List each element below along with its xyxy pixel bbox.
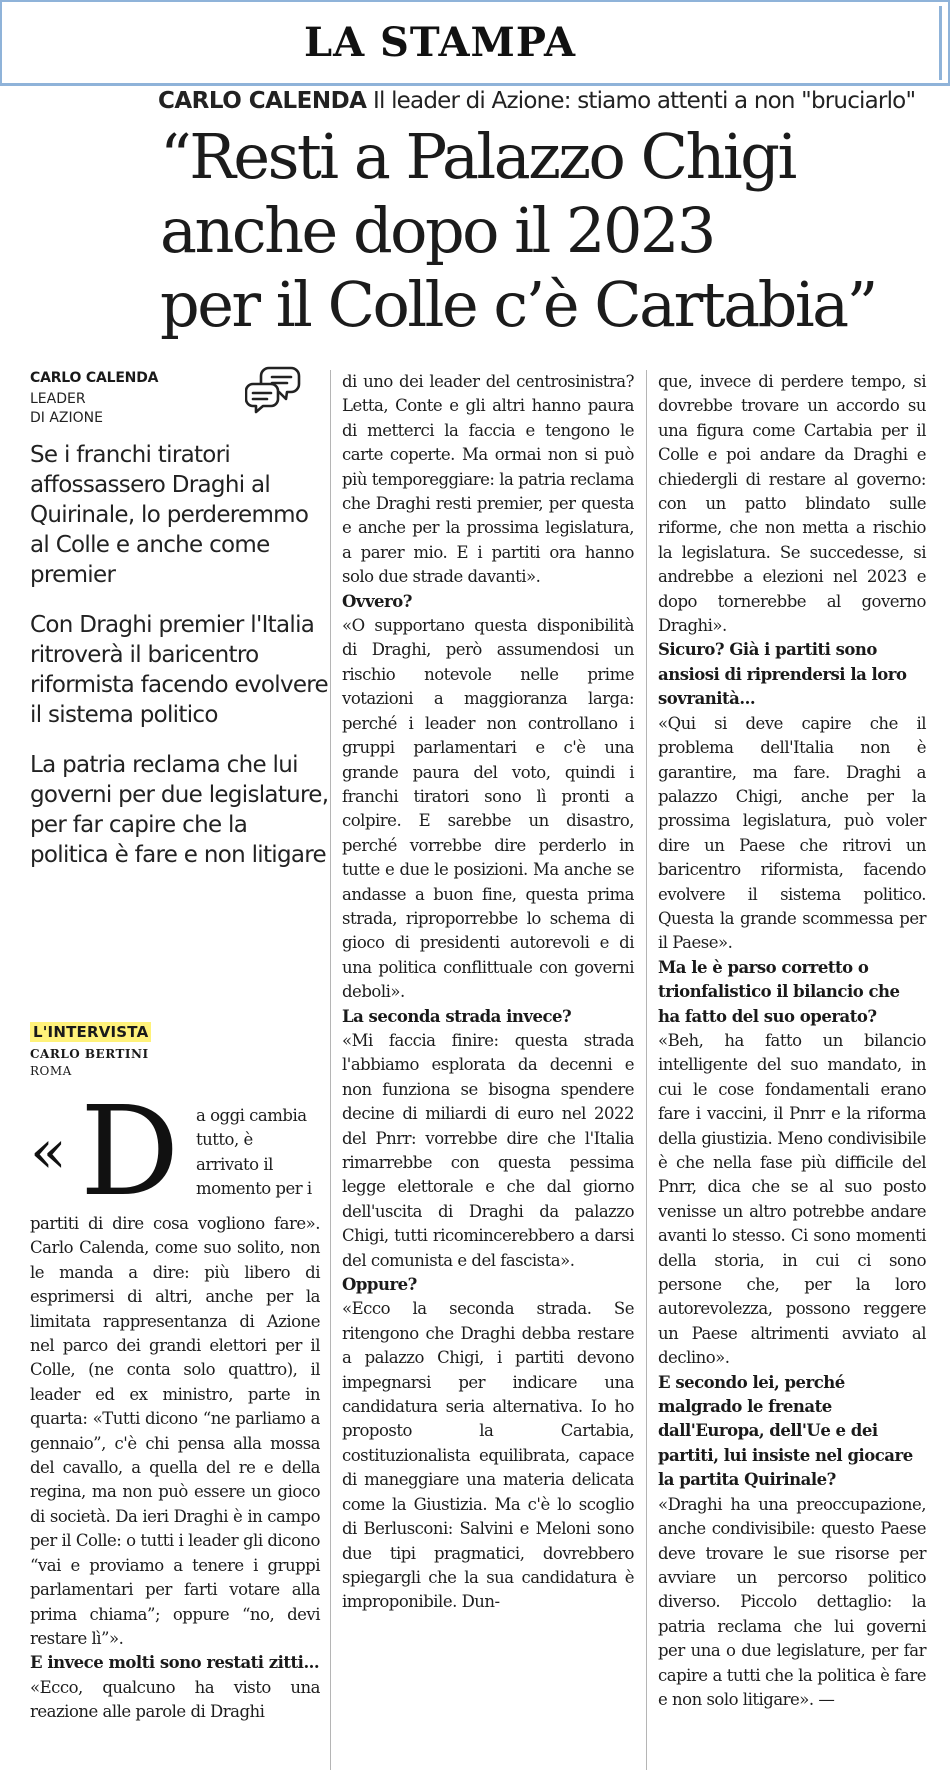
dropcap-first-text: a oggi cambia tutto, è arrivato il momento per i xyxy=(196,1106,312,1199)
headline-line-1: “Resti a Palazzo Chigi xyxy=(160,120,795,193)
kicker-text: Il leader di Azione: stiamo attenti a non "bruciarlo" xyxy=(366,88,916,114)
paragraph: que, invece di perdere tempo, si dovrebbe trovare un accordo su una figura come Cartabia per il Colle e poi andare da Draghi e chiedergli di restare al governo: con un patto blindato sulle riforme, che non metta a rischio la legislatura. Se succedesse, si andrebbe a elezioni nel 2023 e dopo tornerebbe al governo Draghi». xyxy=(658,372,926,636)
dropcap-guillemet: « xyxy=(30,1117,67,1187)
paragraph: «Beh, ha fatto un bilancio intelligente del suo mandato, in cui le cose fondamentali erano fare i vaccini, il Pnrr e la riforma della giustizia. Meno condivisibile è che nella fase più difficile del Pnrr, dica che se al suo posto venisse un altro potrebbe andare avanti lo stesso. Ci sono momenti della storia, in cui ci sono persone che, per la loro autorevolezza, possono reggere un Paese altrimenti avviato al declino». xyxy=(658,1030,926,1368)
paragraph: di uno dei leader del centrosinistra? Letta, Conte e gli altri hanno paura di metterci la faccia e tengono le carte coperte. Ma ormai non si può più temporeggiare: la patria reclama che Draghi resti premier, per questa e anche per la prossima legislatura, a parer mio. E i partiti ora hanno solo due strade davanti». xyxy=(342,372,634,587)
paragraph: «Qui si deve capire che il problema dell'Italia non è garantire, ma fare. Draghi a palazzo Chigi, anche per la prossima legislatura, può voler dire un Paese che ritrovi un baricentro riformista, facendo evolvere il sistema politico. Questa la grande scommessa per il Paese». xyxy=(658,713,926,953)
pullquote: La patria reclama che lui governi per due legislature, per far capire che la politica è fare e non litigare xyxy=(30,752,329,868)
article-column-3 xyxy=(658,370,926,1712)
headline-line-2: anche dopo il 2023 xyxy=(160,194,714,267)
speech-bubbles-icon xyxy=(245,362,301,414)
paragraph: «Draghi ha una preoccupazione, anche condivisibile: questo Paese deve trovare le sue risorse per avviare un percorso politico diverso. Piccolo dettaglio: la patria reclama che lui governi per una o due legislature, per far capire a tutti che la politica è fare e non solo litigare». — xyxy=(658,1494,926,1709)
dropcap-letter: D xyxy=(80,1080,180,1224)
paragraph: «Ecco la seconda strada. Se ritengono che Draghi debba restare a palazzo Chigi, i partiti devono impegnarsi per indicare una candidatura seria alternativa. Io ho proposto la Cartabia, costituzionalista equilibrata, capace di maneggiare una materia delicata come la Giustizia. Ma c'è lo scoglio di Berlusconi: Salvini e Meloni sono due tipi pragmatici, dovrebbero spiegargli che la sua candidatura è improponibile. Dun- xyxy=(342,1299,634,1612)
frame-rule xyxy=(939,6,942,80)
paragraph: «Ecco, qualcuno ha visto una reazione alle parole di Draghi xyxy=(30,1677,320,1722)
headline-line-3: per il Colle c’è Cartabia” xyxy=(160,268,876,341)
question: E secondo lei, perché malgrado le frenate dall'Europa, dell'Ue e dei partiti, lui insiste nel giocare la partita Quirinale? xyxy=(658,1372,913,1490)
article-column-1 xyxy=(30,1212,320,1725)
pullquote: Se i franchi tiratori affossassero Draghi al Quirinale, lo perderemmo al Colle e anche come premier xyxy=(30,442,309,588)
pullquote: Con Draghi premier l'Italia ritroverà il baricentro riformista facendo evolvere il sistema politico xyxy=(30,612,329,728)
paragraph: «O supportano questa disponibilità di Draghi, però assumendosi un rischio notevole nelle prime votazioni a maggioranza larga: perché i leader non controllano i gruppi parlamentari e c'è una grande paura del voto, quindi i franchi tiratori sono lì pronti a colpire. E sarebbe un disastro, perché vorrebbe dire perderlo in tutte e due le posizioni. Ma anche se andasse a buon fine, questa prima strada, riproporrebbe lo schema di gioco di presidenti autorevoli e di una politica conflittuale con governi deboli». xyxy=(342,616,634,1002)
question: Sicuro? Già i partiti sono ansiosi di riprendersi la loro sovranità... xyxy=(658,640,907,709)
question: Ma le è parso corretto o trionfalistico il bilancio che ha fatto del suo operato? xyxy=(658,957,900,1026)
byline xyxy=(30,370,318,428)
question: Ovvero? xyxy=(342,591,412,611)
byline-role-line: LEADER xyxy=(30,391,86,407)
pullquotes xyxy=(30,440,330,890)
masthead xyxy=(0,0,950,86)
question: E invece molti sono restati zitti... xyxy=(30,1653,320,1673)
dateline-place: ROMA xyxy=(30,1064,72,1078)
article-column-2 xyxy=(342,370,634,1615)
paragraph: partiti di dire cosa vogliono fare». Carlo Calenda, come suo solito, non le manda a dire: più libero di esprimersi di altri, anche per la limitata rappresentanza di Azione nel parco dei grandi elettori per il Colle, (ne conta solo quattro), il leader ed ex ministro, parte in quarta: «Tutti dicono “ne parliamo a gennaio”, c'è chi pensa alla mossa del cavallo, a quella del re e della regina, ma non può essere un gioco di società. Da ieri Draghi è in campo per il Colle: o tutti i leader gli dicono “vai e proviamo a tenere i gruppi parlamentari per farti votare alla prima chiama”; oppure “no, devi restare lì”». xyxy=(30,1214,320,1648)
headline xyxy=(160,120,920,342)
newspaper-title: LA STAMPA xyxy=(303,19,577,66)
byline-name: CARLO CALENDA xyxy=(30,370,159,386)
kicker-name: CARLO CALENDA xyxy=(158,88,367,114)
column-divider xyxy=(330,370,331,1770)
kicker xyxy=(158,88,915,114)
question: La seconda strada invece? xyxy=(342,1006,572,1026)
byline-role-line: DI AZIONE xyxy=(30,410,103,426)
column-divider xyxy=(646,370,647,1770)
interview-tag: L'INTERVISTA xyxy=(30,1022,151,1042)
paragraph: «Mi faccia finire: questa strada l'abbiamo esplorata da decenni e non funziona se bisogna spendere decine di miliardi di euro nel 2022 del Pnrr: vorrebbe dire che l'Italia rimarrebbe con questa pessima legge elettorale e che dal giorno dell'uscita di Draghi da palazzo Chigi, tutti ricomincerebbero a darsi del comunista e del fascista». xyxy=(342,1030,634,1270)
author-name: CARLO BERTINI xyxy=(30,1047,149,1061)
question: Oppure? xyxy=(342,1275,417,1295)
